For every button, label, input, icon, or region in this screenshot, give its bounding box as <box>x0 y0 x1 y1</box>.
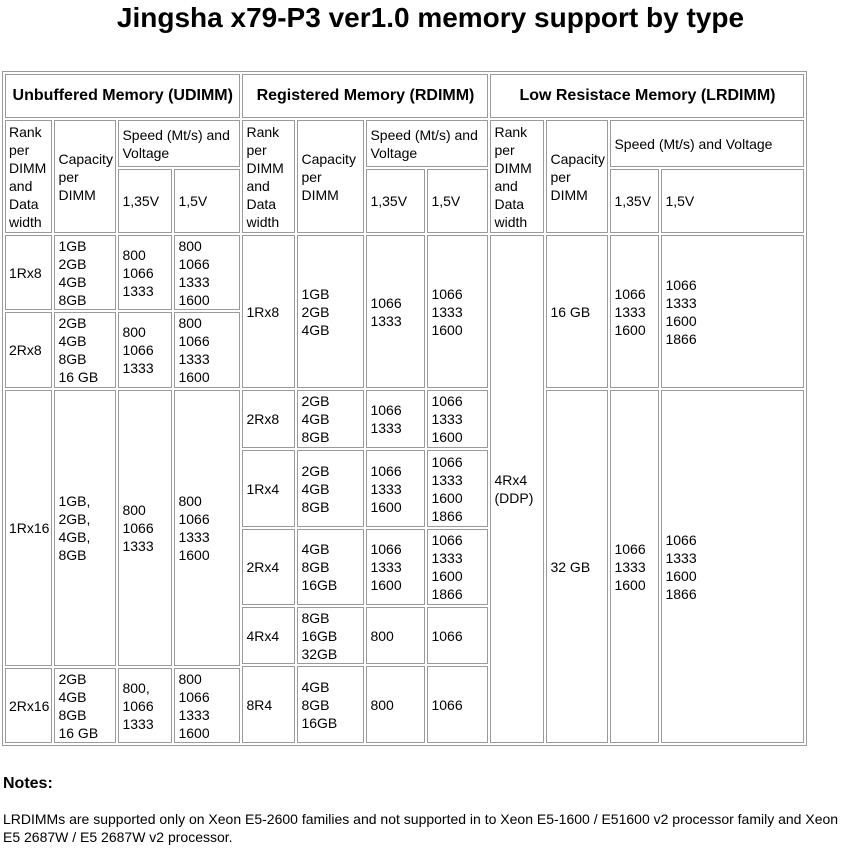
udimm-v15-cell: 800 1066 1333 1600 <box>174 668 240 743</box>
rdimm-v135-cell: 1066 1333 <box>366 390 425 448</box>
lrdimm-v15-cell: 1066 1333 1600 1866 <box>661 235 804 388</box>
notes-heading: Notes: <box>3 775 53 792</box>
rdimm-v135-cell: 1066 1333 1600 <box>366 529 425 605</box>
udimm-rank-header: Rank per DIMM and Data width <box>5 120 52 233</box>
rdimm-v135-cell: 1066 1333 <box>366 235 425 388</box>
udimm-v15-cell: 800 1066 1333 1600 <box>174 312 240 388</box>
rdimm-capacity-cell: 4GB 8GB 16GB <box>297 529 364 605</box>
udimm-v15-cell: 800 1066 1333 1600 <box>174 390 240 666</box>
rdimm-rank-cell: 8R4 <box>242 666 295 743</box>
lrdimm-group-header: Low Resistace Memory (LRDIMM) <box>490 74 804 118</box>
lrdimm-v15-header: 1,5V <box>661 169 804 233</box>
udimm-v135-header: 1,35V <box>118 169 172 233</box>
udimm-capacity-cell: 1GB, 2GB, 4GB, 8GB <box>54 390 116 666</box>
udimm-v135-cell: 800 1066 1333 <box>118 235 172 310</box>
lrdimm-v135-header: 1,35V <box>610 169 659 233</box>
rdimm-v15-cell: 1066 1333 1600 <box>427 390 488 448</box>
udimm-capacity-cell: 2GB 4GB 8GB 16 GB <box>54 312 116 388</box>
rdimm-v15-cell: 1066 1333 1600 1866 <box>427 529 488 605</box>
lrdimm-rank-header: Rank per DIMM and Data width <box>490 120 544 233</box>
rdimm-capacity-cell: 2GB 4GB 8GB <box>297 450 364 527</box>
lrdimm-capacity-cell: 32 GB <box>546 390 608 743</box>
rdimm-v15-cell: 1066 <box>427 666 488 743</box>
udimm-capacity-cell: 2GB 4GB 8GB 16 GB <box>54 668 116 743</box>
rdimm-capacity-cell: 2GB 4GB 8GB <box>297 390 364 448</box>
rdimm-group-header: Registered Memory (RDIMM) <box>242 74 488 118</box>
rdimm-capacity-cell: 8GB 16GB 32GB <box>297 607 364 664</box>
lrdimm-speed-header: Speed (Mt/s) and Voltage <box>610 120 804 167</box>
rdimm-v135-cell: 800 <box>366 666 425 743</box>
lrdimm-v135-cell: 1066 1333 1600 <box>610 390 659 743</box>
notes-text: LRDIMMs are supported only on Xeon E5-2600 families and not supported in to Xeon E5-1600 / E51600 v2 processor family and Xeon E5 2687W / E5 2687W v2 processor. <box>3 811 839 845</box>
rdimm-v15-cell: 1066 1333 1600 1866 <box>427 450 488 527</box>
rdimm-v15-cell: 1066 1333 1600 <box>427 235 488 388</box>
udimm-v135-cell: 800, 1066 1333 <box>118 668 172 743</box>
rdimm-rank-header: Rank per DIMM and Data width <box>242 120 295 233</box>
lrdimm-rank-cell: 4Rx4 (DDP) <box>490 235 544 743</box>
rdimm-rank-cell: 1Rx8 <box>242 235 295 388</box>
rdimm-rank-cell: 1Rx4 <box>242 450 295 527</box>
rdimm-rank-cell: 2Rx4 <box>242 529 295 605</box>
udimm-v135-cell: 800 1066 1333 <box>118 312 172 388</box>
udimm-rank-cell: 1Rx16 <box>5 390 52 666</box>
rdimm-capacity-header: Capacity per DIMM <box>297 120 364 233</box>
lrdimm-capacity-cell: 16 GB <box>546 235 608 388</box>
udimm-v15-header: 1,5V <box>174 169 240 233</box>
rdimm-capacity-cell: 1GB 2GB 4GB <box>297 235 364 388</box>
rdimm-v135-cell: 1066 1333 1600 <box>366 450 425 527</box>
udimm-speed-header: Speed (Mt/s) and Voltage <box>118 120 240 167</box>
udimm-capacity-cell: 1GB 2GB 4GB 8GB <box>54 235 116 310</box>
rdimm-speed-header: Speed (Mt/s) and Voltage <box>366 120 488 167</box>
udimm-group-header: Unbuffered Memory (UDIMM) <box>5 74 240 118</box>
udimm-rank-cell: 2Rx16 <box>5 668 52 743</box>
udimm-v135-cell: 800 1066 1333 <box>118 390 172 666</box>
page-title: Jingsha x79-P3 ver1.0 memory support by type <box>116 2 745 33</box>
lrdimm-v135-cell: 1066 1333 1600 <box>610 235 659 388</box>
rdimm-rank-cell: 4Rx4 <box>242 607 295 664</box>
rdimm-v15-header: 1,5V <box>427 169 488 233</box>
rdimm-capacity-cell: 4GB 8GB 16GB <box>297 666 364 743</box>
rdimm-v135-cell: 800 <box>366 607 425 664</box>
udimm-rank-cell: 2Rx8 <box>5 312 52 388</box>
rdimm-rank-cell: 2Rx8 <box>242 390 295 448</box>
rdimm-v135-header: 1,35V <box>366 169 425 233</box>
udimm-capacity-header: Capacity per DIMM <box>54 120 116 233</box>
lrdimm-capacity-header: Capacity per DIMM <box>546 120 608 233</box>
udimm-rank-cell: 1Rx8 <box>5 235 52 310</box>
udimm-v15-cell: 800 1066 1333 1600 <box>174 235 240 310</box>
lrdimm-v15-cell: 1066 1333 1600 1866 <box>661 390 804 743</box>
rdimm-v15-cell: 1066 <box>427 607 488 664</box>
memory-support-table <box>2 71 807 746</box>
